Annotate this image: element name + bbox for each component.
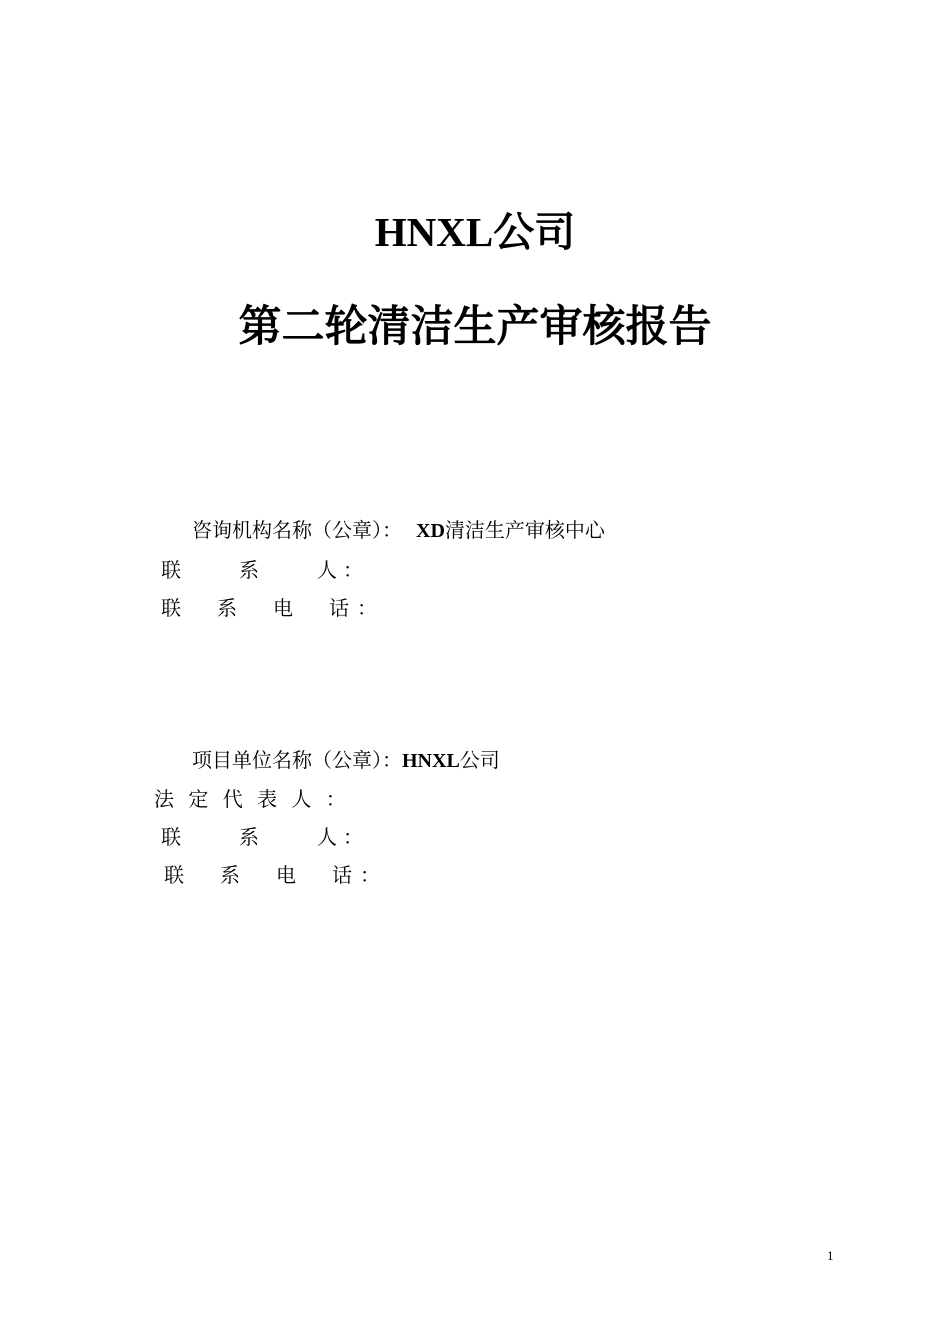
- consultant-agency-value-latin: XD: [416, 520, 445, 542]
- consultant-agency-value-cjk: 清洁生产审核中心: [444, 518, 605, 542]
- project-contact-person-label: 联 系 人：: [161, 825, 369, 849]
- consultant-agency-label: 咨询机构名称（公章）：: [192, 518, 402, 542]
- consultant-agency-row: [192, 516, 605, 545]
- page-number: 1: [827, 1248, 834, 1263]
- company-suffix: 公司: [493, 208, 576, 256]
- project-contact-phone-row: [164, 861, 388, 889]
- project-contact-person-row: [161, 823, 369, 851]
- company-title: [0, 203, 950, 261]
- consultant-contact-person-label: 联 系 人：: [161, 558, 369, 582]
- project-unit-label: 项目单位名称（公章）：: [192, 748, 402, 772]
- project-unit-value-latin: HNXL: [402, 750, 460, 772]
- project-legal-rep-label: 法 定 代 表 人 ：: [154, 787, 350, 811]
- company-name: HNXL: [374, 209, 494, 255]
- project-unit-value-cjk: 公司: [459, 748, 500, 772]
- consultant-contact-phone-label: 联 系 电 话：: [161, 596, 385, 620]
- consultant-contact-person-row: [161, 556, 369, 584]
- project-contact-phone-label: 联 系 电 话：: [164, 863, 388, 887]
- project-unit-row: [192, 746, 500, 775]
- report-title: 第二轮清洁生产审核报告: [238, 302, 712, 352]
- project-legal-rep-row: [154, 785, 350, 813]
- consultant-contact-phone-row: [161, 594, 385, 622]
